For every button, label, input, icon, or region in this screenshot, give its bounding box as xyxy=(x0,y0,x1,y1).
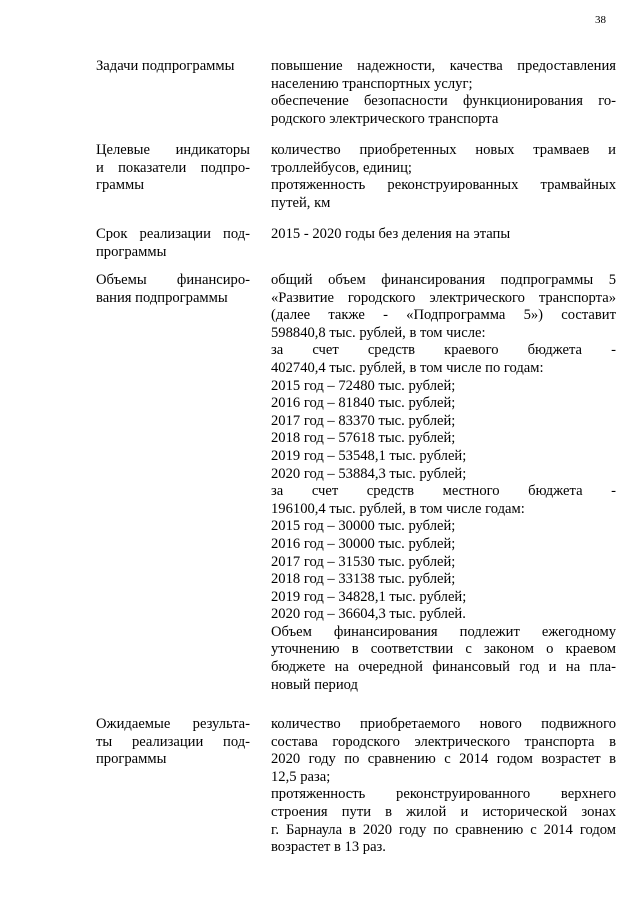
value-line: 598840,8 тыс. рублей, в том числе: xyxy=(271,324,486,341)
value-line: за счет средств краевого бюджета - xyxy=(271,342,616,359)
value-line: уточнению в соответствии с законом о краевом xyxy=(271,641,616,658)
value-line: состава городского электрического транспорта в xyxy=(271,733,616,750)
row-label xyxy=(96,272,250,307)
value-line: 2016 год – 30000 тыс. рублей; xyxy=(271,535,456,552)
value-line: 196100,4 тыс. рублей, в том числе годам: xyxy=(271,500,525,517)
label-line: Объемы финансиро- xyxy=(96,272,250,288)
value-line: 402740,4 тыс. рублей, в том числе по годам: xyxy=(271,359,544,376)
value-line: количество приобретаемого нового подвижного xyxy=(271,716,616,732)
value-line: 2020 год – 53884,3 тыс. рублей; xyxy=(271,465,467,482)
value-line: новый период xyxy=(271,676,358,693)
value-line: троллейбусов, единиц; xyxy=(271,159,412,176)
value-line: 2017 год – 83370 тыс. рублей; xyxy=(271,412,456,429)
value-line: 2018 год – 33138 тыс. рублей; xyxy=(271,571,456,588)
value-line: общий объем финансирования подпрограммы 5 xyxy=(271,272,616,288)
value-line: 2019 год – 34828,1 тыс. рублей; xyxy=(271,588,467,605)
row-value xyxy=(271,716,616,857)
label-line: Целевые индикаторы xyxy=(96,142,250,158)
row-label xyxy=(96,226,250,261)
value-line: 2015 - 2020 годы без деления на этапы xyxy=(271,226,511,242)
label-line: программы xyxy=(96,751,167,768)
value-line: бюджете на очередной финансовый год и на пла- xyxy=(271,659,616,676)
label-line: граммы xyxy=(96,177,145,194)
value-line: г. Барнаула в 2020 году по сравнению с 2014 годом xyxy=(271,821,616,838)
label-line: Задачи подпрограммы xyxy=(96,58,235,74)
value-line: за счет средств местного бюджета - xyxy=(271,483,616,500)
value-line: повышение надежности, качества предоставления xyxy=(271,58,616,74)
label-line: ты реализации под- xyxy=(96,733,250,750)
value-line: 2020 год – 36604,3 тыс. рублей. xyxy=(271,606,466,623)
label-line: программы xyxy=(96,243,167,260)
label-line: и показатели подпро- xyxy=(96,159,250,176)
value-line: количество приобретенных новых трамваев и xyxy=(271,142,616,158)
page-number: 38 xyxy=(595,14,606,26)
row-value xyxy=(271,58,616,128)
value-line: родского электрического транспорта xyxy=(271,110,499,127)
value-line: протяженность реконструированных трамвайных xyxy=(271,177,616,194)
value-line: (далее также - «Подпрограмма 5») составит xyxy=(271,307,616,324)
row-label xyxy=(96,142,250,195)
row-value xyxy=(271,272,616,694)
row-label xyxy=(96,58,250,76)
row-label xyxy=(96,716,250,769)
label-line: вания подпрограммы xyxy=(96,289,228,306)
value-line: протяженность реконструированного верхнего xyxy=(271,786,616,803)
value-line: Объем финансирования подлежит ежегодному xyxy=(271,623,616,640)
row-value xyxy=(271,226,616,244)
value-line: населению транспортных услуг; xyxy=(271,75,473,92)
label-line: Ожидаемые результа- xyxy=(96,716,250,732)
value-line: 2015 год – 72480 тыс. рублей; xyxy=(271,377,456,394)
value-line: 12,5 раза; xyxy=(271,768,331,785)
value-line: 2016 год – 81840 тыс. рублей; xyxy=(271,395,456,412)
value-line: 2015 год – 30000 тыс. рублей; xyxy=(271,518,456,535)
value-line: возрастет в 13 раз. xyxy=(271,839,386,856)
value-line: путей, км xyxy=(271,194,331,211)
value-line: 2018 год – 57618 тыс. рублей; xyxy=(271,430,456,447)
label-line: Срок реализации под- xyxy=(96,226,250,242)
value-line: строения пути в жилой и исторической зонах xyxy=(271,803,616,820)
row-value xyxy=(271,142,616,212)
value-line: «Развитие городского электрического транспорта» xyxy=(271,289,616,306)
value-line: 2020 году по сравнению с 2014 годом возрастет в xyxy=(271,751,616,768)
value-line: 2019 год – 53548,1 тыс. рублей; xyxy=(271,447,467,464)
value-line: обеспечение безопасности функционирования го- xyxy=(271,93,616,110)
value-line: 2017 год – 31530 тыс. рублей; xyxy=(271,553,456,570)
